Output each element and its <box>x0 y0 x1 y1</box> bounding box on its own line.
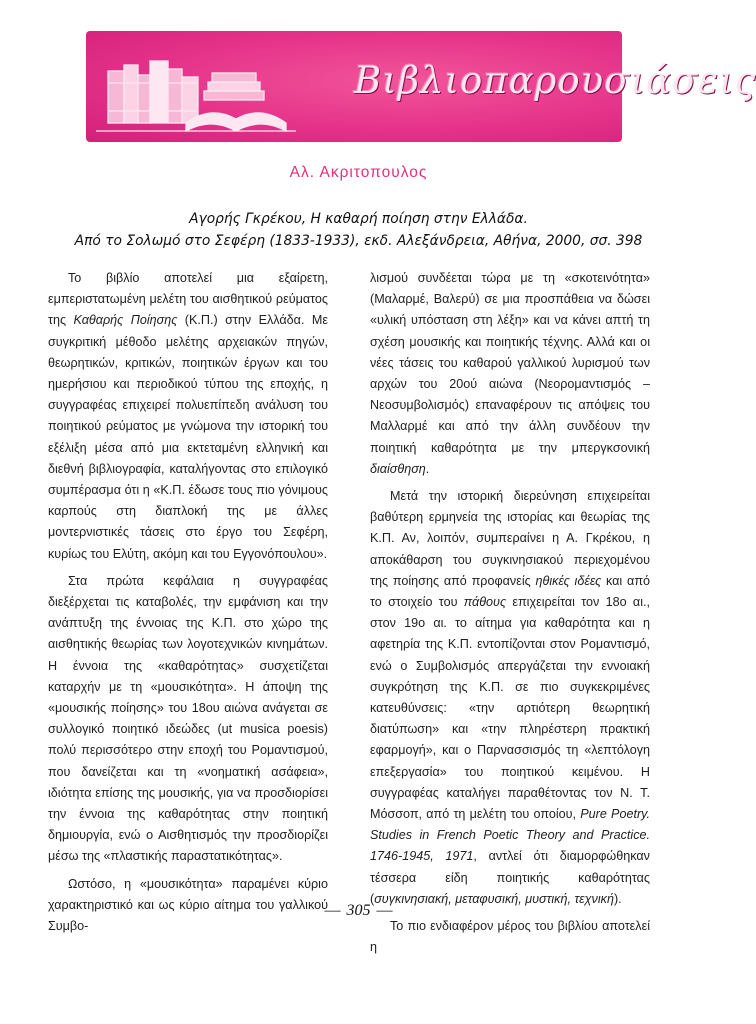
books-illustration-icon <box>86 31 306 142</box>
left-column <box>48 268 328 937</box>
article-author: Αλ. Ακριτοπουλος <box>289 164 428 181</box>
paragraph: Το πιο ενδιαφέρον μέρος του βιβλίου αποτελεί η <box>370 919 650 955</box>
paragraph: λισμού συνδέεται τώρα με τη «σκοτεινότητα» (Μαλαρμέ, Βαλερύ) σε μια προσπάθεια να δώσει «υλική υπόσταση στη λέξη» και να κάνει απτή τη σχέση μουσικής και ποιητικής τέχνης. Αλλά και οι νέες τάσεις του καθαρού γαλλικού λυρισμού των αρχών του 20ού αιώνα (Νεορομαντισμός – Νεοσυμβολισμός) επαναφέρουν τις απόψεις του Μαλλαρμέ και από την άλλη συνδέουν την ποιητική καθαρότητα με την μπεργκσονική διαίσθηση. <box>370 271 650 476</box>
paragraph: Στα πρώτα κεφάλαια η συγγραφέας διεξέρχεται τις καταβολές, την εμφάνιση και την ανάπτυξη της έννοιας της Κ.Π. στο χώρο της αισθητικής θεωρίας των λογοτεχνικών κινημάτων. Η έννοια της «καθαρότητας» συσχετίζεται καταρχήν με τη «μουσικότητα». Η άποψη της «μουσικής ποίησης» του 18ου αιώνα ανάγεται σε συλλογικό ποιητικό ιδεώδες (ut musica poesis) πολύ περισσότερο στην εποχή του Ρομαντισμού, που δανείζεται και τη «νοηματική ασάφεια», ιδιότητα επίσης της μουσικής, για να προσδιορίσει την έννοια της καθαρότητας στην ποιητική δημιουργία, ενώ ο Αισθητισμός την προσδιορίζει μέσω της «πλαστικής παραστατικότητας». <box>48 573 328 864</box>
book-citation-line2: Από το Σολωμό στο Σεφέρη (1833-1933), εκδ. Αλεξάνδρεια, Αθήνα, 2000, σσ. 398 <box>74 233 643 249</box>
page-number: — 305 — <box>324 902 393 919</box>
section-banner <box>86 31 756 142</box>
right-column <box>370 268 650 959</box>
section-title: Βιβλιοπαρουσιάσεις <box>354 59 756 102</box>
paragraph: Μετά την ιστορική διερεύνηση επιχειρείται βαθύτερη ερμηνεία της ιστορίας και θεωρίας της Κ.Π. Αν, λοιπόν, συμπεραίνει η Α. Γκρέκου, η αποκάθαρση του συγκινησιακού περιεχομένου της ποίησης από προφανείς ηθικές ιδέες και από το στοιχείο του πάθους επιχειρείται τον 18ο αι., στον 19ο αι. το αίτημα για καθαρότητα και η αφετηρία της Κ.Π. εντοπίζονται στον Ρομαντισμό, ενώ ο Συμβολισμός απεργάζεται την εννοιακή συγκρότηση της Κ.Π. σε πιο συγκεκριμένες κατευθύνσεις: «την αρτιότερη θεωρητική διατύπωση» και «την πληρέστερη πρακτική εφαρμογή», και ο Παρνασσισμός τη «λεπτόλογη επεξεργασία» του ποιητικού κειμένου. Η συγγραφέας καταλήγει παραθέτοντας τον Ν. Τ. Μόσσοπ, από τη μελέτη του οποίου, Pure Poetry. Studies in French Poetic Theory and Practice. 1746-1945, 1971, αντλεί ότι διαμορφώθηκαν τέσσερα είδη ποιητικής καθαρότητας (συγκινησιακή, μεταφυσική, μυστική, τεχνική). <box>370 489 651 906</box>
paragraph: Ωστόσο, η «μουσικότητα» παραμένει κύριο χαρακτηριστικό και ως κύριο αίτημα του γαλλικού Συμβο- <box>48 876 328 934</box>
paragraph: Το βιβλίο αποτελεί μια εξαίρετη, εμπεριστατωμένη μελέτη του αισθητικού ρεύματος της Καθαρής Ποίησης (Κ.Π.) στην Ελλάδα. Με συγκριτική μέθοδο μελέτης αρχειακών πηγών, θεωρητικών, κριτικών, ποιητικών έργων και του ημερήσιου και περιοδικού τύπου της εποχής, η συγγραφέας επιχειρεί πολυεπίπεδη ανάλυση του ποιητικού ρεύματος με γνώμονα την ιστορική του εξέλιξη μέσα από μια εκτεταμένη ελληνική και διεθνή βιβλιογραφία, καταλήγοντας στο επιλογικό συμπέρασμα ότι η «Κ.Π. έδωσε τους πιο γόνιμους καρπούς στη διαπλοκή της με άλλες μοντερνιστικές τάσεις στο έργο του Σεφέρη, κυρίως του Ελύτη, ακόμη και του Εγγονόπουλου». <box>48 271 328 561</box>
book-citation-line1: Αγορής Γκρέκου, Η καθαρή ποίηση στην Ελλάδα. <box>189 211 528 227</box>
